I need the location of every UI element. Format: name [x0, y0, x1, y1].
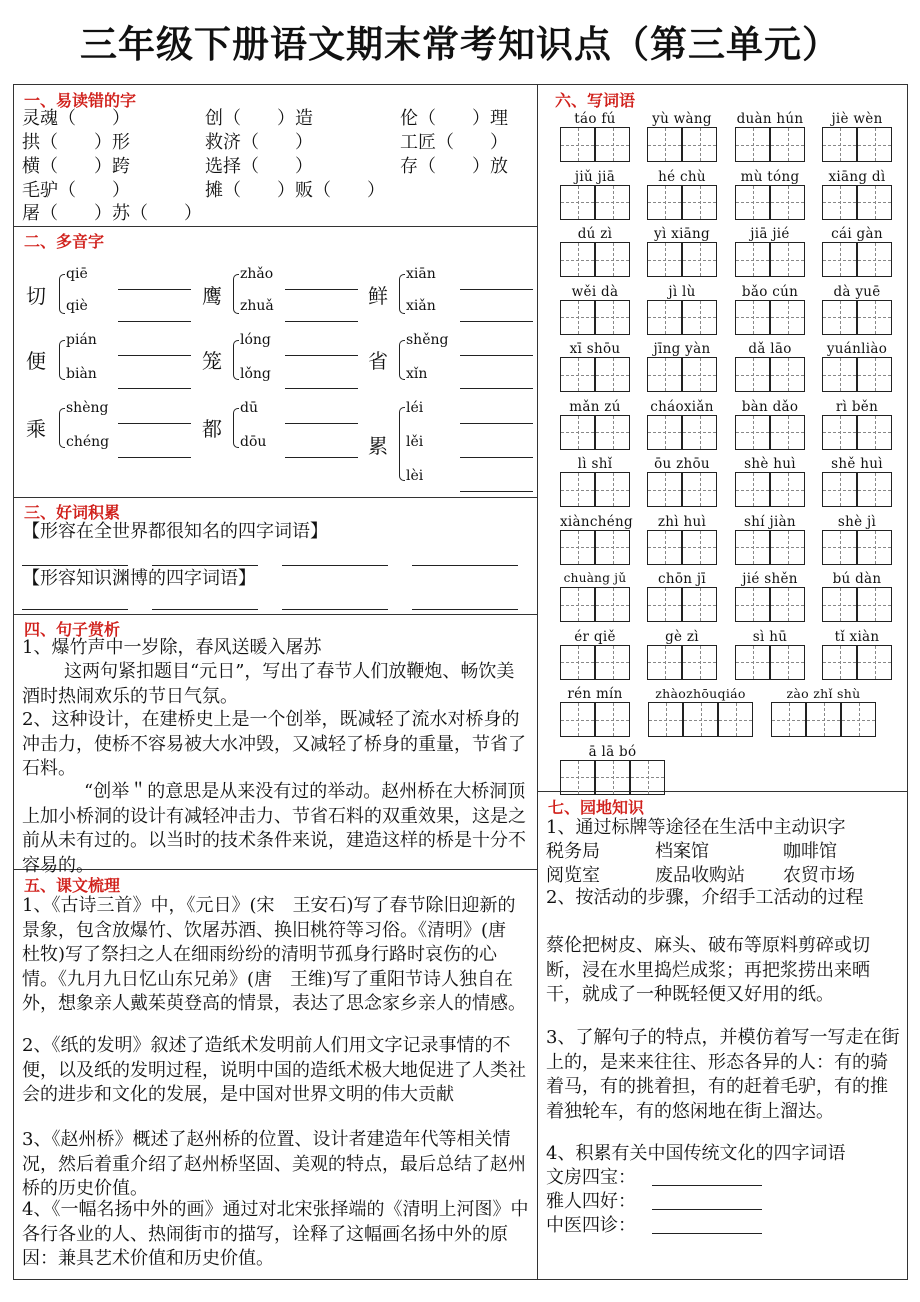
- pinyin-label: xiànchéng: [560, 513, 633, 530]
- writing-box[interactable]: [647, 472, 682, 507]
- pinyin-label: chōn jī: [658, 571, 706, 587]
- writing-box[interactable]: [682, 300, 717, 335]
- text-line: 1、通过标牌等途径在生活中主动识字: [546, 817, 846, 838]
- word: 废品收购站: [655, 865, 745, 886]
- section-heading: 七、园地知识: [548, 798, 645, 817]
- writing-box[interactable]: [770, 300, 805, 335]
- writing-box[interactable]: [595, 702, 630, 737]
- pinyin-label: cháoxiǎn: [650, 398, 714, 415]
- brace-icon: [233, 340, 239, 380]
- writing-box[interactable]: [560, 530, 595, 565]
- writing-box[interactable]: [647, 242, 682, 277]
- writing-box[interactable]: [735, 530, 770, 565]
- answer-line[interactable]: [152, 565, 258, 566]
- answer-line[interactable]: [285, 457, 358, 458]
- answer-line[interactable]: [152, 609, 258, 610]
- writing-box[interactable]: [735, 587, 770, 622]
- brace-icon: [399, 274, 405, 314]
- writing-box[interactable]: [770, 587, 805, 622]
- writing-box[interactable]: [682, 530, 717, 565]
- writing-box[interactable]: [560, 185, 595, 220]
- pinyin-label: jiā jié: [750, 226, 790, 242]
- writing-box[interactable]: [822, 645, 857, 680]
- pinyin-label: wěi dà: [571, 283, 619, 300]
- answer-line[interactable]: [118, 388, 191, 389]
- writing-box[interactable]: [770, 242, 805, 277]
- polyphone-char: 乘: [26, 417, 46, 441]
- writing-box[interactable]: [735, 415, 770, 450]
- answer-line[interactable]: [118, 457, 191, 458]
- writing-box[interactable]: [560, 127, 595, 162]
- pinyin-label: xī shōu: [569, 341, 621, 357]
- word: 档案馆: [655, 841, 709, 862]
- polyphone-char: 累: [368, 434, 388, 458]
- writing-box[interactable]: [682, 357, 717, 392]
- pinyin-label: hé chù: [658, 168, 706, 185]
- answer-line[interactable]: [652, 1185, 762, 1186]
- brace-icon: [233, 408, 239, 448]
- polyphone-char: 都: [202, 417, 222, 441]
- brace-icon: [59, 340, 65, 380]
- writing-box[interactable]: [648, 702, 683, 737]
- writing-box[interactable]: [682, 242, 717, 277]
- fill-label: 中医四诊：: [546, 1215, 636, 1236]
- misread-item: 屠（ ）苏（ ）: [22, 203, 202, 224]
- reading: lǒng: [240, 366, 271, 382]
- reading: léi: [406, 400, 424, 416]
- misread-item: 摊（ ）贩（ ）: [205, 180, 385, 201]
- writing-box[interactable]: [857, 300, 892, 335]
- writing-box[interactable]: [822, 242, 857, 277]
- pinyin-label: rì běn: [835, 398, 879, 415]
- column-divider: [537, 84, 538, 1280]
- writing-box[interactable]: [822, 587, 857, 622]
- word: 农贸市场: [783, 865, 855, 886]
- writing-box[interactable]: [595, 760, 630, 795]
- paragraph: 3、了解句子的特点，并模仿着写一写走在街上的，是来来往往、形态各异的人：有的骑着马，有的挑着担，有的赶着毛驴，有的推着独轮车，有的悠闲地在街上溜达。: [546, 1027, 900, 1122]
- answer-line[interactable]: [460, 491, 533, 492]
- reading: qiè: [66, 298, 88, 314]
- pinyin-label: ōu zhōu: [654, 456, 710, 472]
- writing-box[interactable]: [647, 645, 682, 680]
- writing-box[interactable]: [841, 702, 876, 737]
- answer-line[interactable]: [460, 321, 533, 322]
- writing-box[interactable]: [560, 645, 595, 680]
- paragraph: 1、爆竹声中一岁除，春风送暖入屠苏: [22, 637, 322, 658]
- answer-line[interactable]: [118, 423, 191, 424]
- pinyin-label: chuàng jǔ: [563, 571, 627, 585]
- writing-box[interactable]: [630, 760, 665, 795]
- divider: [13, 497, 537, 498]
- writing-box[interactable]: [822, 530, 857, 565]
- reading: dōu: [240, 434, 267, 450]
- writing-box[interactable]: [560, 242, 595, 277]
- writing-box[interactable]: [770, 530, 805, 565]
- reading: zhuǎ: [240, 298, 274, 314]
- polyphone-char: 切: [26, 284, 46, 308]
- writing-box[interactable]: [682, 645, 717, 680]
- paragraph: 4、《一幅名扬中外的画》通过对北宋张择端的《清明上河图》中各行各业的人、热闹街市的描写，诠释了这幅画名扬中外的原因：兼具艺术价值和历史价值。: [22, 1199, 529, 1269]
- brace-icon: [59, 274, 65, 314]
- misread-item: 毛驴（ ）: [22, 180, 130, 201]
- answer-line[interactable]: [285, 355, 358, 356]
- misread-item: 伦（ ）理: [400, 108, 508, 129]
- writing-box[interactable]: [560, 300, 595, 335]
- pinyin-label: gè zì: [665, 628, 699, 645]
- writing-box[interactable]: [857, 587, 892, 622]
- pinyin-label: dǎ lāo: [748, 341, 792, 357]
- answer-line[interactable]: [460, 289, 533, 290]
- writing-box[interactable]: [682, 415, 717, 450]
- writing-box[interactable]: [595, 127, 630, 162]
- answer-line[interactable]: [285, 388, 358, 389]
- section-heading: 六、写词语: [555, 91, 636, 110]
- misread-item: 拱（ ）形: [22, 132, 130, 153]
- writing-box[interactable]: [647, 530, 682, 565]
- section-heading: 四、句子赏析: [24, 620, 121, 639]
- writing-box[interactable]: [595, 472, 630, 507]
- pinyin-label: tǐ xiàn: [834, 628, 880, 645]
- answer-line[interactable]: [285, 289, 358, 290]
- word-prompt: 【形容在全世界都很知名的四字词语】: [22, 521, 328, 542]
- writing-box[interactable]: [647, 587, 682, 622]
- fill-label: 文房四宝：: [546, 1167, 636, 1188]
- paragraph: 2、按活动的步骤，介绍手工活动的过程: [546, 887, 864, 908]
- brace-icon: [233, 274, 239, 314]
- pinyin-label: xiāng dì: [828, 168, 886, 185]
- reading: dū: [240, 400, 258, 416]
- writing-box[interactable]: [595, 530, 630, 565]
- writing-box[interactable]: [857, 415, 892, 450]
- reading: qiē: [66, 266, 88, 282]
- pinyin-label: duàn hún: [736, 111, 804, 127]
- pinyin-label: yù wàng: [652, 111, 712, 127]
- pinyin-label: yì xiāng: [654, 226, 710, 242]
- answer-line[interactable]: [460, 457, 533, 458]
- pinyin-label: mǎn zú: [569, 398, 621, 415]
- pinyin-label: zhàozhōuqiáo: [655, 686, 746, 701]
- pinyin-label: bú dàn: [832, 571, 882, 587]
- reading: xiǎn: [406, 298, 436, 314]
- writing-box[interactable]: [647, 415, 682, 450]
- writing-box[interactable]: [560, 587, 595, 622]
- pinyin-label: ér qiě: [574, 628, 616, 645]
- writing-box[interactable]: [595, 357, 630, 392]
- pinyin-label: mù tóng: [740, 168, 800, 185]
- writing-box[interactable]: [770, 645, 805, 680]
- word: 咖啡馆: [783, 841, 837, 862]
- misread-item: 创（ ）造: [205, 108, 313, 129]
- answer-line[interactable]: [285, 423, 358, 424]
- writing-box[interactable]: [770, 472, 805, 507]
- reading: zhǎo: [240, 266, 274, 282]
- polyphone-char: 鹰: [202, 284, 222, 308]
- writing-box[interactable]: [560, 357, 595, 392]
- paragraph: 3、《赵州桥》概述了赵州桥的位置、设计者建造年代等相关情况，然后着重介绍了赵州桥坚固、美观的特点，最后总结了赵州桥的历史价值。: [22, 1129, 526, 1199]
- pinyin-label: jiǔ jiā: [574, 168, 616, 185]
- brace-icon: [399, 407, 405, 481]
- writing-box[interactable]: [770, 185, 805, 220]
- word: 税务局: [546, 841, 600, 862]
- word: 阅览室: [546, 865, 600, 886]
- writing-box[interactable]: [682, 185, 717, 220]
- writing-box[interactable]: [822, 415, 857, 450]
- pinyin-label: shí jiàn: [744, 513, 796, 530]
- reading: xǐn: [406, 366, 428, 382]
- answer-line[interactable]: [652, 1209, 762, 1210]
- writing-box[interactable]: [595, 185, 630, 220]
- pinyin-label: dú zì: [577, 226, 613, 242]
- pinyin-label: yuánliào: [826, 341, 888, 357]
- writing-box[interactable]: [822, 472, 857, 507]
- writing-box[interactable]: [822, 357, 857, 392]
- brace-icon: [399, 340, 405, 380]
- writing-box[interactable]: [718, 702, 753, 737]
- misread-item: 横（ ）跨: [22, 156, 130, 177]
- reading: xiān: [406, 266, 436, 282]
- pinyin-label: shě huì: [831, 456, 883, 472]
- writing-box[interactable]: [683, 702, 718, 737]
- writing-box[interactable]: [735, 300, 770, 335]
- paragraph: 2、这种设计，在建桥史上是一个创举，既减轻了流水对桥身的冲击力，使桥不容易被大水冲毁，又减轻了桥身的重量，节省了石料。: [22, 709, 526, 779]
- writing-box[interactable]: [595, 645, 630, 680]
- paragraph: 1、《古诗三首》中，《元日》(宋 王安石)写了春节除旧迎新的景象，包含放爆竹、饮屠苏酒、换旧桃符等习俗。《清明》(唐 杜牧)写了祭扫之人在细雨纷纷的清明节孤身行路时哀伤的心情。《九月九日忆山东兄弟》(唐 王维)写了重阳节诗人独自在外，想象亲人戴茱萸登高的情景，表达了思念家乡亲人的情感。: [22, 895, 526, 1014]
- brace-icon: [59, 408, 65, 448]
- writing-box[interactable]: [682, 587, 717, 622]
- answer-line[interactable]: [652, 1233, 762, 1234]
- paragraph: “创举＂的意思是从来没有过的举动。赵州桥在大桥洞顶上加小桥洞的设计有减轻冲击力、节省石料的双重效果，这是之前从未有过的。以当时的技术条件来说，建造这样的桥是十分不容易的。: [22, 781, 526, 876]
- writing-box[interactable]: [647, 185, 682, 220]
- writing-box[interactable]: [735, 357, 770, 392]
- polyphone-char: 省: [368, 349, 388, 373]
- pinyin-label: dà yuē: [833, 283, 881, 300]
- writing-box[interactable]: [857, 242, 892, 277]
- pinyin-label: ā lā bó: [588, 743, 637, 760]
- writing-box[interactable]: [857, 185, 892, 220]
- writing-box[interactable]: [647, 300, 682, 335]
- paragraph: 这两句紧扣题目“元日”，写出了春节人们放鞭炮、畅饮美酒时热闹欢乐的节日气氛。: [22, 661, 515, 707]
- reading: shèng: [66, 400, 109, 416]
- fill-label: 雅人四好：: [546, 1191, 636, 1212]
- polyphone-char: 便: [26, 349, 46, 373]
- pinyin-label: jiè wèn: [831, 111, 883, 127]
- writing-box[interactable]: [770, 357, 805, 392]
- answer-line[interactable]: [22, 565, 128, 566]
- answer-line[interactable]: [282, 609, 388, 610]
- pinyin-label: bàn dǎo: [741, 398, 799, 415]
- writing-box[interactable]: [771, 702, 806, 737]
- writing-box[interactable]: [595, 415, 630, 450]
- pinyin-label: jīng yàn: [653, 341, 711, 357]
- pinyin-label: zào zhǐ shù: [786, 686, 861, 701]
- polyphone-char: 笼: [202, 349, 222, 373]
- pinyin-label: lì shǐ: [577, 456, 613, 472]
- section-heading: 二、多音字: [24, 232, 105, 251]
- reading: biàn: [66, 366, 97, 382]
- pinyin-label: jì lù: [668, 283, 696, 300]
- reading: pián: [66, 332, 97, 348]
- pinyin-label: bǎo cún: [741, 283, 799, 300]
- reading: shěng: [406, 332, 449, 348]
- writing-box[interactable]: [806, 702, 841, 737]
- writing-box[interactable]: [735, 645, 770, 680]
- answer-line[interactable]: [460, 388, 533, 389]
- answer-line[interactable]: [282, 565, 388, 566]
- writing-box[interactable]: [560, 760, 595, 795]
- answer-line[interactable]: [412, 609, 518, 610]
- divider: [13, 614, 537, 615]
- misread-item: 灵魂（ ）: [22, 108, 130, 129]
- writing-box[interactable]: [822, 185, 857, 220]
- writing-box[interactable]: [595, 300, 630, 335]
- text-line: 4、积累有关中国传统文化的四字词语: [546, 1143, 846, 1164]
- writing-box[interactable]: [595, 587, 630, 622]
- page-title: 三年级下册语文期末常考知识点（第三单元）: [80, 23, 840, 66]
- writing-box[interactable]: [735, 185, 770, 220]
- answer-line[interactable]: [22, 609, 128, 610]
- writing-box[interactable]: [857, 645, 892, 680]
- polyphone-char: 鲜: [368, 284, 388, 308]
- writing-box[interactable]: [857, 357, 892, 392]
- writing-box[interactable]: [595, 242, 630, 277]
- section-heading: 三、好词积累: [24, 503, 121, 522]
- writing-box[interactable]: [770, 127, 805, 162]
- writing-box[interactable]: [857, 530, 892, 565]
- pinyin-label: sì hū: [752, 628, 788, 645]
- writing-box[interactable]: [735, 472, 770, 507]
- reading: lóng: [240, 332, 271, 348]
- writing-box[interactable]: [857, 127, 892, 162]
- writing-box[interactable]: [822, 127, 857, 162]
- writing-box[interactable]: [857, 472, 892, 507]
- answer-line[interactable]: [118, 321, 191, 322]
- reading: chéng: [66, 434, 110, 450]
- writing-box[interactable]: [647, 127, 682, 162]
- answer-line[interactable]: [118, 355, 191, 356]
- writing-box[interactable]: [560, 472, 595, 507]
- section-heading: 一、易读错的字: [24, 91, 137, 110]
- paragraph: 蔡伦把树皮、麻头、破布等原料剪碎或切断，浸在水里捣烂成浆；再把浆捞出来晒干，就成了一种既轻便又好用的纸。: [546, 935, 870, 1005]
- answer-line[interactable]: [460, 355, 533, 356]
- section-heading: 五、课文梳理: [24, 876, 121, 895]
- divider: [13, 226, 537, 227]
- writing-box[interactable]: [822, 300, 857, 335]
- writing-box[interactable]: [735, 242, 770, 277]
- writing-box[interactable]: [682, 127, 717, 162]
- writing-box[interactable]: [770, 415, 805, 450]
- writing-box[interactable]: [647, 357, 682, 392]
- answer-line[interactable]: [118, 289, 191, 290]
- answer-line[interactable]: [460, 423, 533, 424]
- pinyin-label: shè jì: [837, 513, 877, 530]
- misread-item: 工匠（ ）: [400, 132, 508, 153]
- writing-box[interactable]: [682, 472, 717, 507]
- misread-item: 存（ ）放: [400, 156, 508, 177]
- misread-item: 救济（ ）: [205, 132, 313, 153]
- pinyin-label: shè huì: [744, 456, 796, 472]
- reading: lèi: [406, 468, 424, 484]
- answer-line[interactable]: [285, 321, 358, 322]
- writing-box[interactable]: [560, 415, 595, 450]
- misread-item: 选择（ ）: [205, 156, 313, 177]
- paragraph: 2、《纸的发明》叙述了造纸术发明前人们用文字记录事情的不便，以及纸的发明过程，说明中国的造纸术极大地促进了人类社会的进步和文化的发展，是中国对世界文明的伟大贡献: [22, 1035, 526, 1105]
- reading: lěi: [406, 434, 424, 450]
- word-prompt: 【形容知识渊博的四字词语】: [22, 568, 256, 589]
- pinyin-label: cái gàn: [831, 226, 883, 242]
- writing-box[interactable]: [560, 702, 595, 737]
- writing-box[interactable]: [735, 127, 770, 162]
- answer-line[interactable]: [412, 565, 518, 566]
- pinyin-label: jié shěn: [742, 571, 798, 587]
- pinyin-label: zhì huì: [657, 513, 707, 530]
- pinyin-label: rén mín: [567, 686, 623, 702]
- pinyin-label: táo fú: [574, 111, 616, 127]
